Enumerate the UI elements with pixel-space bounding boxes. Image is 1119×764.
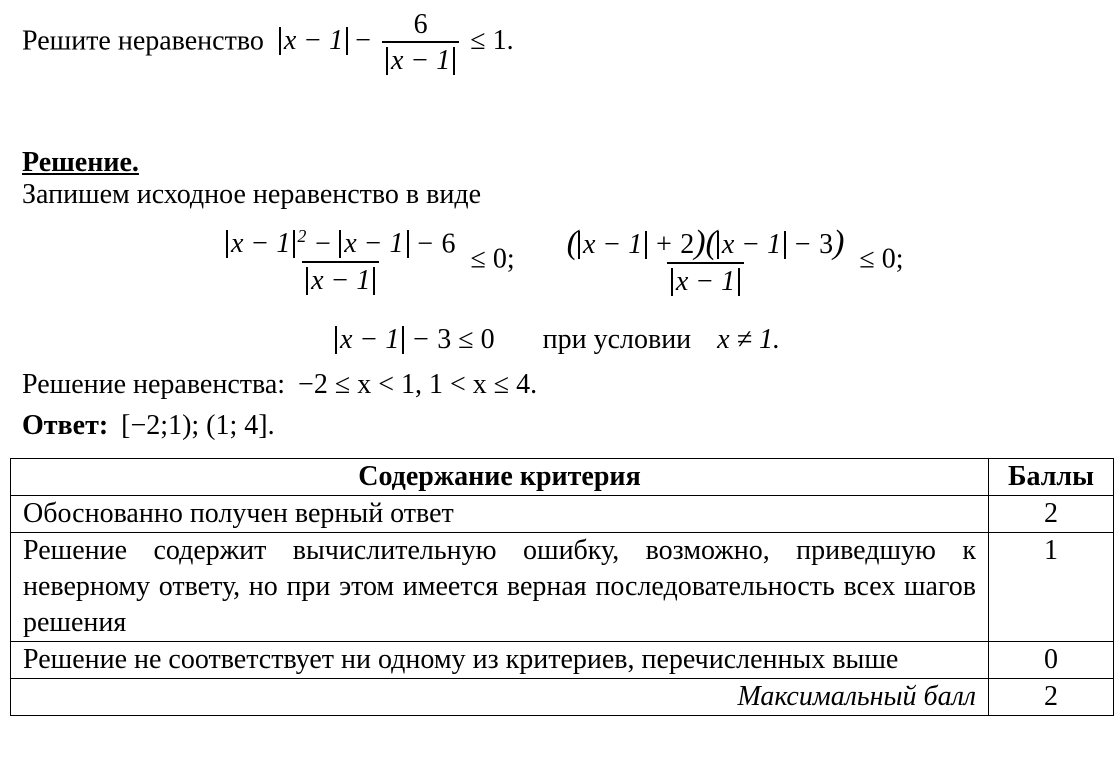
- equation-2-tail: ≤ 0;: [859, 243, 904, 275]
- problem-fraction-numerator: 6: [413, 9, 428, 40]
- answer-label: Ответ:: [22, 410, 109, 441]
- result-label: Решение неравенства:: [22, 369, 286, 400]
- answer-value: [−2;1); (1; 4].: [121, 410, 275, 441]
- table-header-row: [11, 459, 1114, 496]
- criterion-text: Обоснованно получен верный ответ: [11, 496, 989, 533]
- result-value: −2 ≤ x < 1, 1 < x ≤ 4.: [298, 369, 538, 400]
- header-criterion: Содержание критерия: [11, 459, 989, 496]
- max-score-label: Максимальный балл: [11, 679, 989, 716]
- answer-line: [22, 410, 275, 442]
- equation-1-tail: ≤ 0;: [470, 243, 515, 275]
- equation-line-2: x − 1 − 3 ≤ 0 при условии x ≠ 1.: [335, 324, 780, 356]
- condition-value: x ≠ 1.: [717, 324, 780, 355]
- criterion-points: 2: [989, 496, 1114, 533]
- solution-heading: Решение.: [22, 147, 139, 178]
- criterion-points: 1: [989, 533, 1114, 642]
- header-points: Баллы: [989, 459, 1114, 496]
- condition-label: при условии: [542, 324, 692, 355]
- criterion-points: 0: [989, 642, 1114, 679]
- result-line: [22, 369, 537, 401]
- solution-intro: Запишем исходное неравенство в виде: [22, 179, 482, 210]
- problem-lead: Решите неравенство: [22, 25, 264, 57]
- equation-line-1: [218, 226, 904, 296]
- fraction-factored-form: $\frac{( x - 1 + 2)( x - 1 - 3)}{x - 1}$: [566, 224, 845, 297]
- problem-formula: x − 1 − $\frac{6}{x - 1}$ ≤ 1.: [279, 25, 514, 56]
- problem-statement: [22, 10, 514, 76]
- criteria-table: [10, 458, 1114, 716]
- table-row: [11, 533, 1114, 642]
- table-row: [11, 642, 1114, 679]
- problem-relation: ≤: [470, 25, 486, 57]
- criterion-text: Решение содержит вычислительную ошибку, возможно, приведшую к неверному ответу, но при этом имеется верная последовательность всех шагов решения: [11, 533, 989, 642]
- max-score-value: 2: [989, 679, 1114, 716]
- criterion-text: Решение не соответствует ни одному из критериев, перечисленных выше: [11, 642, 989, 679]
- problem-rhs: 1.: [492, 25, 514, 57]
- fraction-quadratic-form: $\frac{x - 1 ^2 - x - 1 - 6}{x - 1}$: [222, 227, 459, 295]
- table-row: [11, 496, 1114, 533]
- table-max-row: [11, 679, 1114, 716]
